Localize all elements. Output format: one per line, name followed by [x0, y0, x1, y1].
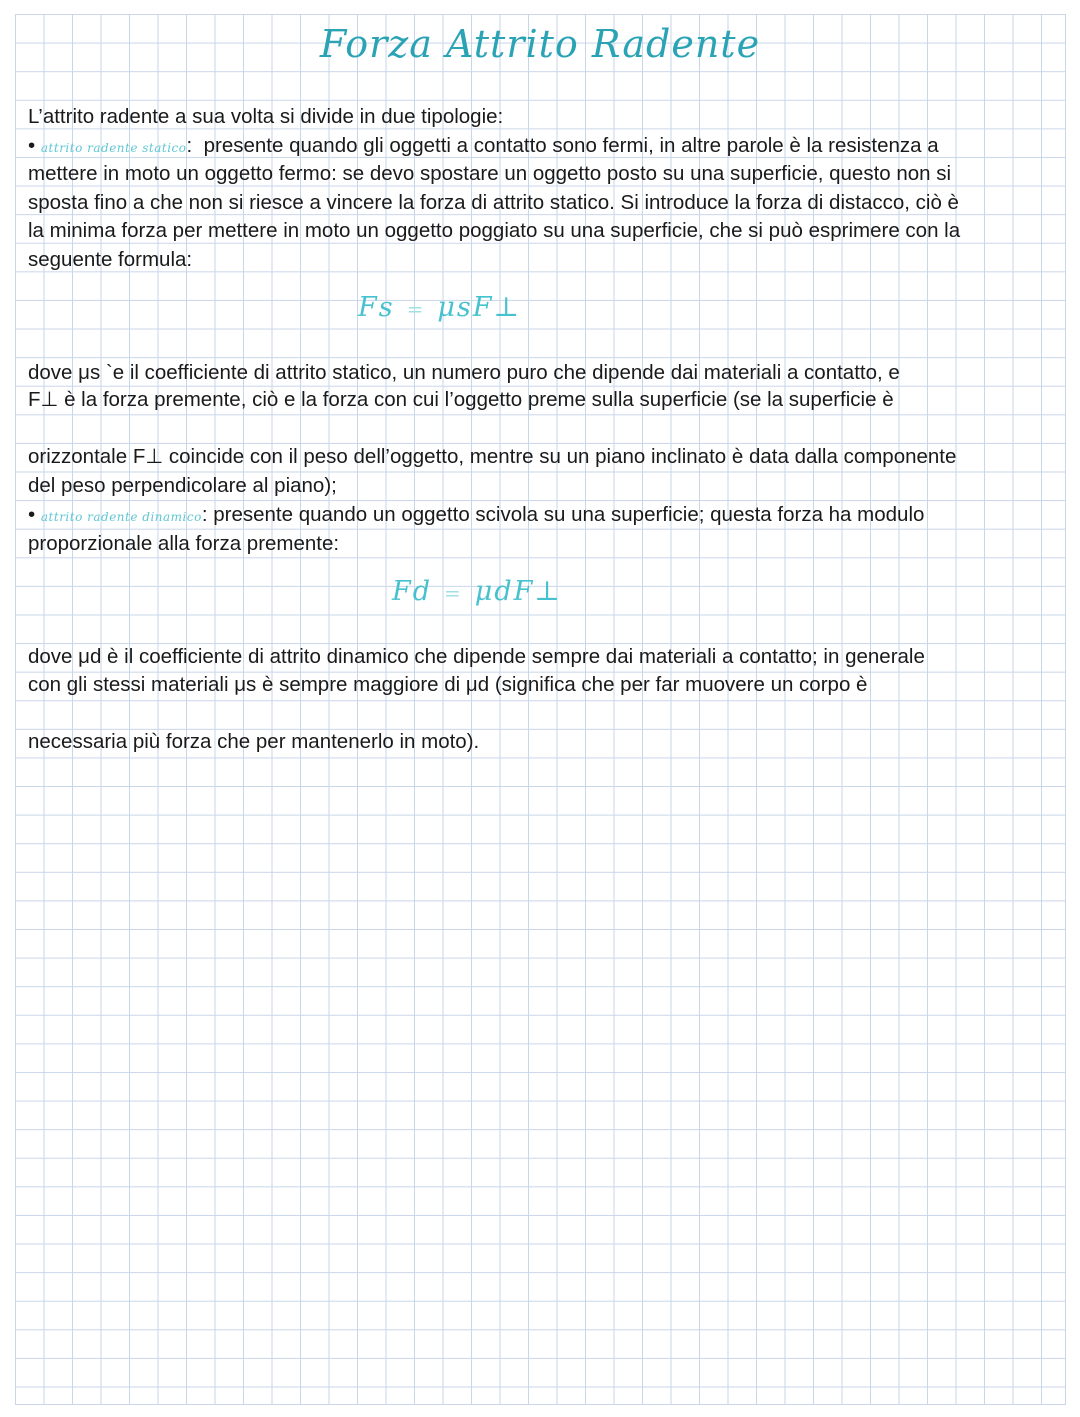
formula-lhs: Fd: [392, 576, 433, 607]
dynamic-friction-line-1: [28, 501, 1058, 532]
static-friction-line-3: sposta fino a che non si riesce a vincere la forza di attrito statico. Si introduce la forza di distacco, ciò è: [28, 191, 959, 214]
term-colon: :: [186, 134, 193, 157]
formula-equals: =: [406, 297, 426, 321]
static-explanation-line-4: del peso perpendicolare al piano);: [28, 474, 337, 497]
formula-rhs: μdF⊥: [474, 576, 562, 607]
static-friction-description: presente quando gli oggetti a contatto sono fermi, in altre parole è la resistenza a: [203, 134, 939, 157]
intro-text: L’attrito radente a sua volta si divide in due tipologie:: [28, 105, 504, 128]
dynamic-explanation-line-3: necessaria più forza che per mantenerlo in moto).: [28, 730, 480, 753]
static-explanation-line-1: dove μs `e il coefficiente di attrito statico, un numero puro che dipende dai materiali a contatto, e: [28, 361, 900, 384]
dynamic-friction-term: attrito radente dinamico: [40, 510, 202, 524]
formula-equals: =: [444, 581, 463, 605]
formula-rhs: μsF⊥: [437, 292, 521, 323]
static-friction-line-2: mettere in moto un oggetto fermo: se devo spostare un oggetto posto su una superficie, questo non si: [28, 162, 952, 185]
bullet-icon: •: [28, 134, 36, 157]
static-friction-line-5: seguente formula:: [28, 248, 193, 271]
static-explanation-line-2: F⊥ è la forza premente, ciò e la forza con cui l’oggetto preme sulla superficie (se la superficie è: [28, 388, 894, 411]
page-title: Forza Attrito Radente: [319, 22, 761, 66]
static-explanation-line-3: orizzontale F⊥ coincide con il peso dell’oggetto, mentre su un piano inclinato è data dalla componente: [28, 445, 957, 468]
term-colon: :: [201, 503, 208, 526]
dynamic-friction-formula: [392, 576, 562, 607]
formula-lhs: Fs: [358, 292, 395, 323]
dynamic-explanation-line-2: con gli stessi materiali μs è sempre maggiore di μd (significa che per far muovere un corpo è: [28, 673, 868, 696]
bullet-icon: •: [28, 503, 36, 526]
dynamic-friction-line-2: proporzionale alla forza premente:: [28, 532, 340, 555]
static-friction-line-1: [28, 132, 1058, 163]
dynamic-friction-description: presente quando un oggetto scivola su una superficie; questa forza ha modulo: [213, 503, 925, 526]
static-friction-formula: [358, 292, 521, 323]
static-friction-line-4: la minima forza per mettere in moto un oggetto poggiato su una superficie, che si può esprimere con la: [28, 219, 961, 242]
static-friction-term: attrito radente statico: [40, 141, 187, 155]
dynamic-explanation-line-1: dove μd è il coefficiente di attrito dinamico che dipende sempre dai materiali a contatto; in generale: [28, 645, 925, 668]
